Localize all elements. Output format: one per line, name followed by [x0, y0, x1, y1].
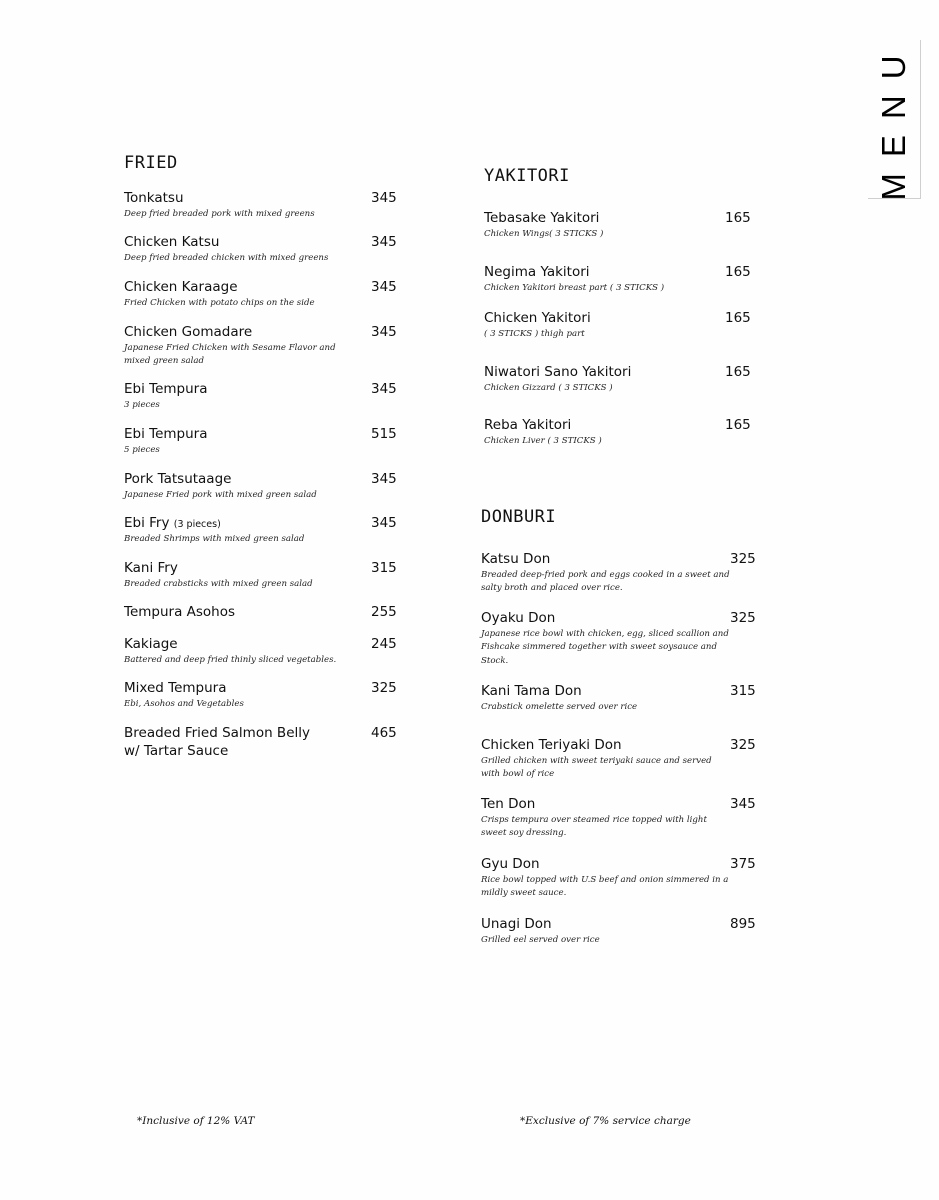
- menu-item-name-text: Niwatori Sano Yakitori: [484, 364, 632, 380]
- menu-item-name-note: (3 pieces): [173, 519, 221, 530]
- vat-note: *Inclusive of 12% VAT: [137, 1115, 255, 1127]
- menu-item-description: Deep fried breaded pork with mixed greens: [124, 209, 315, 219]
- menu-item-price: 315: [730, 683, 756, 699]
- menu-item-description: Deep fried breaded chicken with mixed greens: [124, 253, 329, 263]
- menu-item-name-text: Chicken Karaage: [124, 279, 238, 295]
- menu-item-name: [124, 559, 178, 577]
- service-charge-note: *Exclusive of 7% service charge: [520, 1115, 691, 1127]
- menu-item-name: [124, 189, 184, 207]
- menu-item-name-text: Ebi Tempura: [124, 381, 208, 397]
- menu-item-price: 255: [371, 604, 397, 620]
- section-title-yakitori: YAKITORI: [484, 166, 570, 186]
- menu-item-name: [484, 363, 631, 381]
- menu-item-description: Japanese Fried pork with mixed green salad: [124, 490, 317, 500]
- menu-item-description: Chicken Gizzard ( 3 STICKS ): [484, 383, 613, 393]
- menu-item-price: 325: [730, 551, 756, 567]
- menu-item-price: 345: [371, 471, 397, 487]
- menu-item-description: Grilled eel served over rice: [481, 935, 600, 945]
- menu-tab-label: MENU: [875, 39, 912, 201]
- section-title-fried: FRIED: [124, 153, 178, 173]
- menu-item-price: 315: [371, 560, 397, 576]
- menu-item-description: Japanese rice bowl with chicken, egg, sliced scallion and Fishcake simmered together with sweet soysauce and Stock.: [481, 629, 729, 666]
- menu-item-name: [124, 635, 178, 653]
- menu-item-description: Fried Chicken with potato chips on the side: [124, 298, 315, 308]
- menu-item-name-text: Ten Don: [481, 796, 536, 812]
- menu-item-name-line2: w/ Tartar Sauce: [124, 743, 229, 759]
- menu-item-name: [124, 679, 227, 697]
- menu-item-name-text: Tempura Asohos: [124, 604, 236, 620]
- menu-item-description: Breaded crabsticks with mixed green salad: [124, 579, 313, 589]
- menu-item-name-text: Breaded Fried Salmon Belly: [124, 725, 310, 741]
- menu-item-name: [484, 263, 590, 281]
- menu-item-description: Crabstick omelette served over rice: [481, 702, 638, 712]
- menu-item-name-text: Chicken Yakitori: [484, 310, 591, 326]
- menu-item-name: [484, 416, 571, 434]
- menu-item-name: [124, 603, 235, 621]
- menu-item-price: 895: [730, 916, 756, 932]
- menu-item-price: 375: [730, 856, 756, 872]
- menu-item-name: [481, 550, 550, 568]
- menu-item-price: 345: [371, 234, 397, 250]
- menu-item-name: [481, 682, 582, 700]
- menu-item-description: Breaded Shrimps with mixed green salad: [124, 534, 305, 544]
- menu-item-name: [484, 209, 599, 227]
- menu-item-name: [481, 915, 552, 933]
- menu-item-name-text: Chicken Katsu: [124, 234, 220, 250]
- menu-item-price: 165: [725, 264, 751, 280]
- menu-item-price: 465: [371, 725, 397, 741]
- menu-item-name-text: Negima Yakitori: [484, 264, 590, 280]
- menu-item-name: [481, 609, 555, 627]
- menu-item-price: 325: [730, 610, 756, 626]
- menu-item-name-text: Gyu Don: [481, 856, 540, 872]
- menu-item-name-text: Ebi Fry: [124, 515, 170, 531]
- menu-item-name: [481, 855, 540, 873]
- menu-item-price: 345: [730, 796, 756, 812]
- menu-tab: [868, 40, 921, 199]
- menu-item-name: [484, 309, 591, 327]
- menu-item-price: 345: [371, 515, 397, 531]
- menu-item-name: [124, 724, 310, 760]
- menu-item-description: Chicken Liver ( 3 STICKS ): [484, 436, 602, 446]
- menu-item-name: [124, 470, 231, 488]
- menu-item-name-text: Tebasake Yakitori: [484, 210, 600, 226]
- menu-item-description: Chicken Yakitori breast part ( 3 STICKS ): [484, 283, 665, 293]
- section-title-donburi: DONBURI: [481, 507, 557, 527]
- menu-item-name-text: Ebi Tempura: [124, 426, 208, 442]
- menu-item-description: Battered and deep fried thinly sliced vegetables.: [124, 655, 337, 665]
- menu-item-description: Japanese Fried Chicken with Sesame Flavor and mixed green salad: [124, 343, 336, 367]
- menu-item-description: Crisps tempura over steamed rice topped with light sweet soy dressing.: [481, 815, 707, 839]
- menu-item-name-text: Pork Tatsutaage: [124, 471, 232, 487]
- menu-item-name-text: Tonkatsu: [124, 190, 184, 206]
- menu-item-name-text: Reba Yakitori: [484, 417, 572, 433]
- menu-item-description: Breaded deep-fried pork and eggs cooked in a sweet and salty broth and placed over rice.: [481, 570, 730, 594]
- menu-item-price: 325: [730, 737, 756, 753]
- menu-item-name-text: Chicken Teriyaki Don: [481, 737, 622, 753]
- menu-item-name: [481, 736, 622, 754]
- menu-item-price: 345: [371, 324, 397, 340]
- menu-item-price: 345: [371, 190, 397, 206]
- menu-item-name-text: Katsu Don: [481, 551, 551, 567]
- menu-item-name: [124, 425, 208, 443]
- menu-item-name-text: Oyaku Don: [481, 610, 556, 626]
- menu-item-price: 165: [725, 417, 751, 433]
- menu-item-price: 345: [371, 381, 397, 397]
- menu-item-price: 345: [371, 279, 397, 295]
- menu-item-name: [124, 380, 208, 398]
- menu-item-description: Chicken Wings( 3 STICKS ): [484, 229, 604, 239]
- menu-item-price: 165: [725, 364, 751, 380]
- menu-item-price: 165: [725, 310, 751, 326]
- menu-item-name-text: Unagi Don: [481, 916, 552, 932]
- menu-item-name: [124, 278, 238, 296]
- menu-item-description: 5 pieces: [124, 445, 160, 455]
- menu-item-name-text: Kani Fry: [124, 560, 178, 576]
- menu-item-price: 245: [371, 636, 397, 652]
- menu-item-price: 515: [371, 426, 397, 442]
- menu-item-price: 165: [725, 210, 751, 226]
- menu-item-name-text: Kani Tama Don: [481, 683, 582, 699]
- menu-item-price: 325: [371, 680, 397, 696]
- menu-item-description: 3 pieces: [124, 400, 160, 410]
- menu-item-description: ( 3 STICKS ) thigh part: [484, 329, 585, 339]
- menu-item-description: Ebi, Asohos and Vegetables: [124, 699, 244, 709]
- menu-item-name: [124, 323, 252, 341]
- menu-item-description: Grilled chicken with sweet teriyaki sauce and served with bowl of rice: [481, 756, 712, 780]
- menu-item-name-text: Mixed Tempura: [124, 680, 227, 696]
- menu-item-name-text: Chicken Gomadare: [124, 324, 253, 340]
- menu-item-name: [124, 514, 221, 534]
- menu-item-name: [124, 233, 219, 251]
- menu-item-description: Rice bowl topped with U.S beef and onion simmered in a mildly sweet sauce.: [481, 875, 729, 899]
- menu-item-name-text: Kakiage: [124, 636, 178, 652]
- menu-item-name: [481, 795, 535, 813]
